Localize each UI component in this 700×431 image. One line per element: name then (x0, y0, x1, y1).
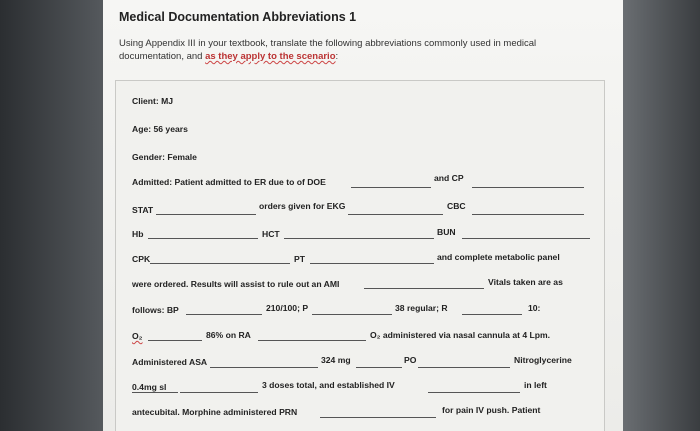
instructions-highlight: as they apply to the scenario (205, 51, 336, 62)
regular-text: 38 regular; R (395, 303, 448, 313)
blank-cp[interactable] (472, 187, 584, 188)
blank-p[interactable] (312, 314, 392, 315)
hb-text: Hb (132, 229, 144, 239)
background-right (623, 0, 700, 431)
hct-text: HCT (262, 229, 280, 239)
stat-text: STAT (132, 205, 154, 215)
nitro-dose: 0.4mg sl (132, 382, 167, 392)
asa-dose: 324 mg (321, 355, 351, 365)
asa-text: Administered ASA (132, 357, 208, 367)
blank-iv[interactable] (428, 392, 520, 393)
o2-text: O₂ (132, 331, 143, 341)
blank-doe[interactable] (351, 187, 431, 188)
blank-bp[interactable] (186, 314, 262, 315)
cpk-text: CPK (132, 254, 151, 264)
blank-prn[interactable] (320, 417, 436, 418)
document-title: Medical Documentation Abbreviations 1 (119, 10, 357, 24)
ra-text: 86% on RA (206, 330, 251, 340)
blank-po[interactable] (418, 367, 510, 368)
doses-text: 3 doses total, and established IV (262, 380, 395, 390)
blank-r[interactable] (462, 314, 522, 315)
in-left-text: in left (524, 380, 547, 390)
cbc-text: CBC (447, 201, 466, 211)
age-label: Age: 56 years (132, 124, 188, 134)
antecubital-text: antecubital. Morphine administered PRN (132, 407, 298, 417)
r-value: 10: (528, 303, 541, 313)
document-page (103, 0, 623, 431)
blank-cbc[interactable] (472, 214, 584, 215)
pain-text: for pain IV push. Patient (442, 405, 541, 415)
blank-cpk[interactable] (150, 263, 290, 264)
blank-asa[interactable] (210, 367, 318, 368)
admitted-text: Admitted: Patient admitted to ER due to of DOE (132, 177, 326, 187)
nitro-text: Nitroglycerine (514, 355, 572, 365)
blank-pt[interactable] (310, 263, 434, 264)
blank-bun[interactable] (462, 238, 590, 239)
blank-sl[interactable] (180, 392, 258, 393)
blank-mg[interactable] (356, 367, 402, 368)
instructions-text: Using Appendix III in your textbook, translate the following abbreviations commonly used in medical documentation, and (119, 38, 537, 62)
instructions-end: : (335, 51, 339, 62)
bp-text: follows: BP (132, 305, 179, 315)
vitals-text: Vitals taken are as (488, 277, 563, 287)
blank-hct[interactable] (284, 238, 434, 239)
blank-ami[interactable] (364, 288, 484, 289)
pt-text: PT (294, 254, 305, 264)
and-cp-text: and CP (434, 173, 464, 183)
scenario-box (115, 80, 605, 431)
blank-mg-sl[interactable] (132, 392, 178, 393)
o2-admin-text: O₂ administered via nasal cannula at 4 Lpm. (370, 330, 551, 340)
were-ordered-text: were ordered. Results will assist to rule out an AMI (132, 279, 340, 289)
bun-text: BUN (437, 227, 456, 237)
instructions (119, 37, 599, 63)
metabolic-text: and complete metabolic panel (437, 252, 560, 262)
blank-stat[interactable] (156, 214, 256, 215)
po-text: PO (404, 355, 417, 365)
orders-text: orders given for EKG (259, 201, 346, 211)
blank-o2[interactable] (148, 340, 202, 341)
gender-label: Gender: Female (132, 152, 197, 162)
blank-hb[interactable] (148, 238, 258, 239)
blank-ra[interactable] (258, 340, 366, 341)
background-left (0, 0, 103, 431)
blank-ekg[interactable] (348, 214, 443, 215)
client-label: Client: MJ (132, 96, 174, 106)
bp-value: 210/100; P (266, 303, 309, 313)
